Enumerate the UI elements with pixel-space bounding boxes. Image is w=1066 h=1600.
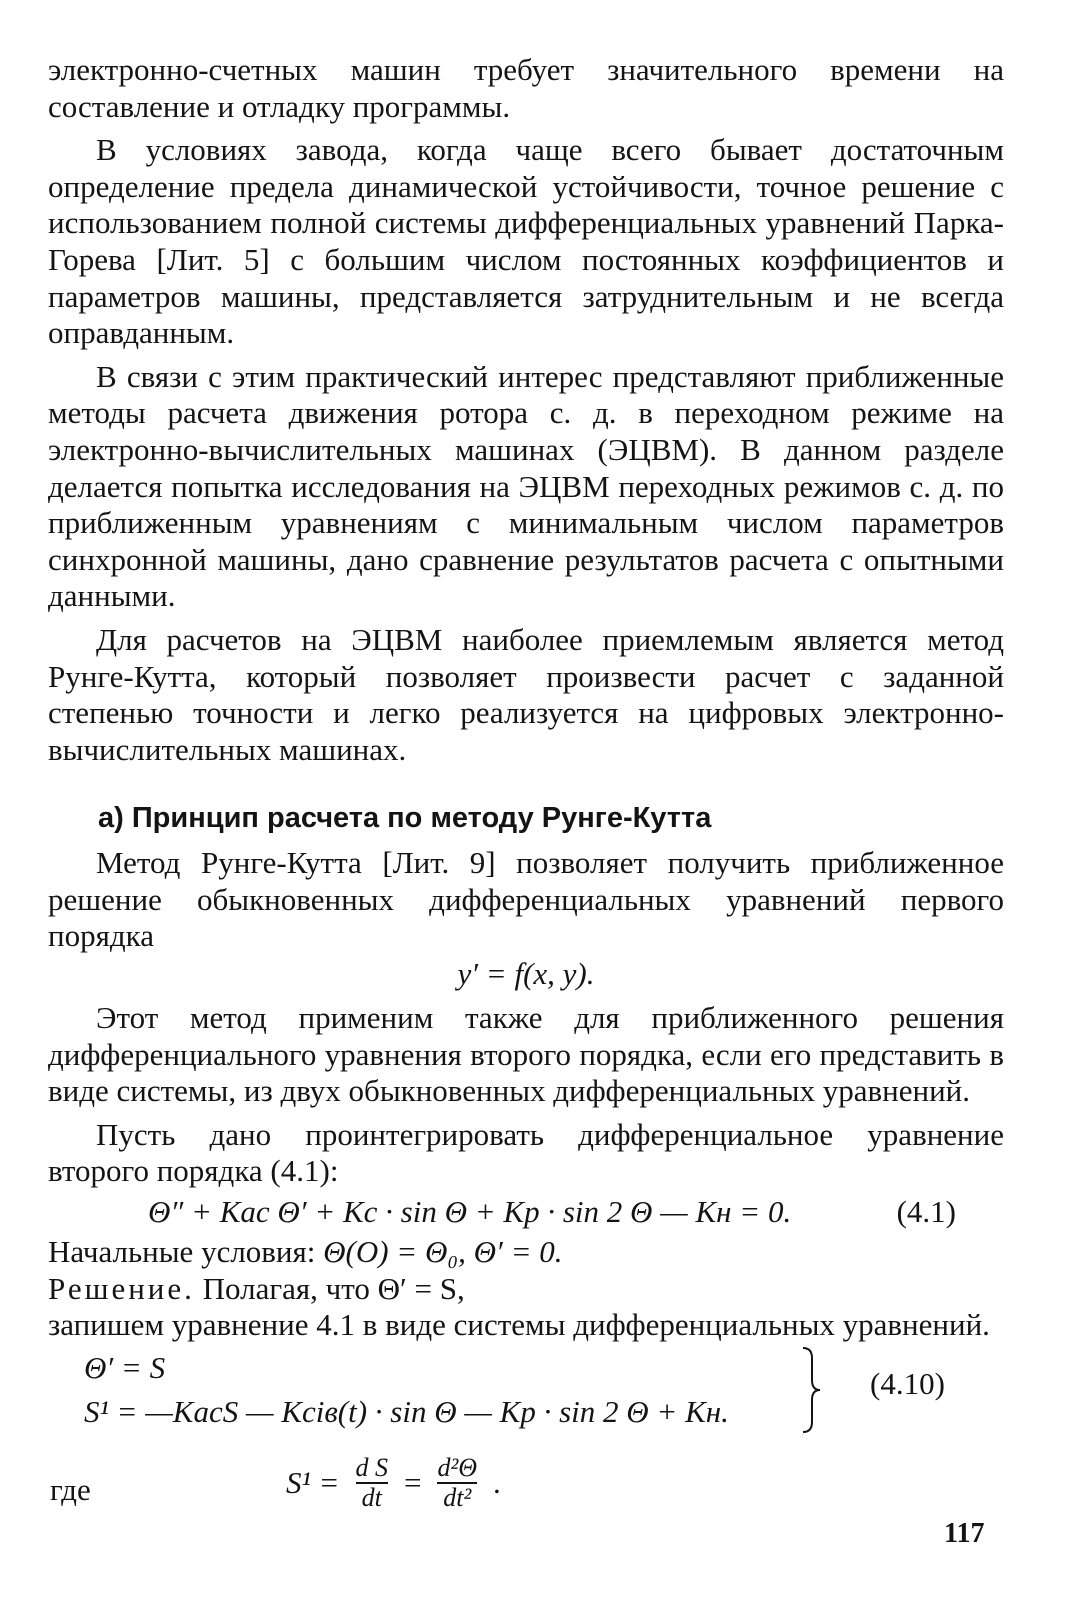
page-number: 117 [944,1518,985,1549]
initial-conditions-label: Начальные условия: [48,1234,316,1270]
equation-4-1-number: (4.1) [896,1194,956,1230]
paragraph-7: Пусть дано проинтегрировать дифференциальное уравнение второго порядка (4.1): [48,1116,1004,1189]
system-line-2: S¹ = —KасS — Kсiв(t) · sin Θ — Kр · sin 2 Θ + Kн. [84,1393,729,1429]
initial-conditions-value: Θ(O) = Θ₀, Θ′ = 0. [323,1234,563,1270]
system-line-1: Θ′ = S [84,1349,166,1385]
equation-first-order: y′ = f(x, y). [457,956,595,992]
equation-4-1-row [48,1190,1004,1234]
solution-line [48,1271,1004,1308]
equation-4-10-number: (4.10) [870,1365,945,1401]
right-brace-icon [800,1346,824,1434]
initial-conditions [48,1234,1004,1271]
fraction-1-denominator: dt [356,1482,388,1512]
solution-label: Решение. [48,1270,195,1306]
paragraph-5: Метод Рунге-Кутта [Лит. 9] позволяет получить приближенное решение обыкновенных дифференциальных уравнений первого порядка [48,845,1004,954]
section-heading: а) Принцип расчета по методу Рунге-Кутта [98,802,712,835]
where-definition [48,1454,1004,1526]
fraction-ds-dt [349,1454,394,1512]
equation-system-4-10 [48,1346,1004,1450]
solution-text: Полагая, что Θ′ = S, [202,1270,465,1306]
where-label: где [50,1471,91,1507]
paragraph-1: электронно-счетных машин требует значительного времени на составление и отладку программы. [48,52,1004,124]
paragraph-2: В условиях завода, когда чаще всего бывает достаточным определение предела динамической устойчивости, точное решение с использованием полной системы дифференциальных уравнений Парка-Горева [Лит. 5] с большим числом постоянных коэффициентов и параметров машины, представляется затруднительным и не всегда оправданным. [48,132,1004,351]
paragraph-3: В связи с этим практический интерес представляют приближенные методы расчета движения ротора с. д. в переходном режиме на электронно-вычислительных машинах (ЭЦВМ). В данном разделе делается попытка исследования на ЭЦВМ переходных режимов с. д. по приближенным уравнениям с минимальным числом параметров синхронной машины, дано сравнение результатов расчета с опытными данными. [48,358,1004,614]
where-lhs: S¹ = [286,1464,340,1500]
fraction-d2theta-dt2 [431,1454,483,1512]
fraction-2-denominator: dt² [437,1482,477,1512]
page-body [48,52,1004,1526]
fraction-2-numerator: d²Θ [437,1452,478,1482]
paragraph-8: запишем уравнение 4.1 в виде системы дифференциальных уравнений. [48,1307,990,1343]
equals-sign: = [403,1464,422,1500]
paragraph-6: Этот метод применим также для приближенного решения дифференциального уравнения второго порядка, если его представить в виде системы, из двух обыкновенных дифференциальных уравнений. [48,1000,1004,1109]
paragraph-4: Для расчетов на ЭЦВМ наиболее приемлемым является метод Рунге-Кутта, который позволяет произвести расчет с заданной степенью точности и легко реализуется на цифровых электронно-вычислительных машинах. [48,621,1004,767]
period: . [493,1464,501,1500]
derivative-definition [286,1454,501,1512]
equation-4-1: Θ″ + Kас Θ′ + Kс · sin Θ + Kр · sin 2 Θ — Kн = 0. [148,1194,792,1230]
fraction-1-numerator: d S [355,1452,388,1482]
